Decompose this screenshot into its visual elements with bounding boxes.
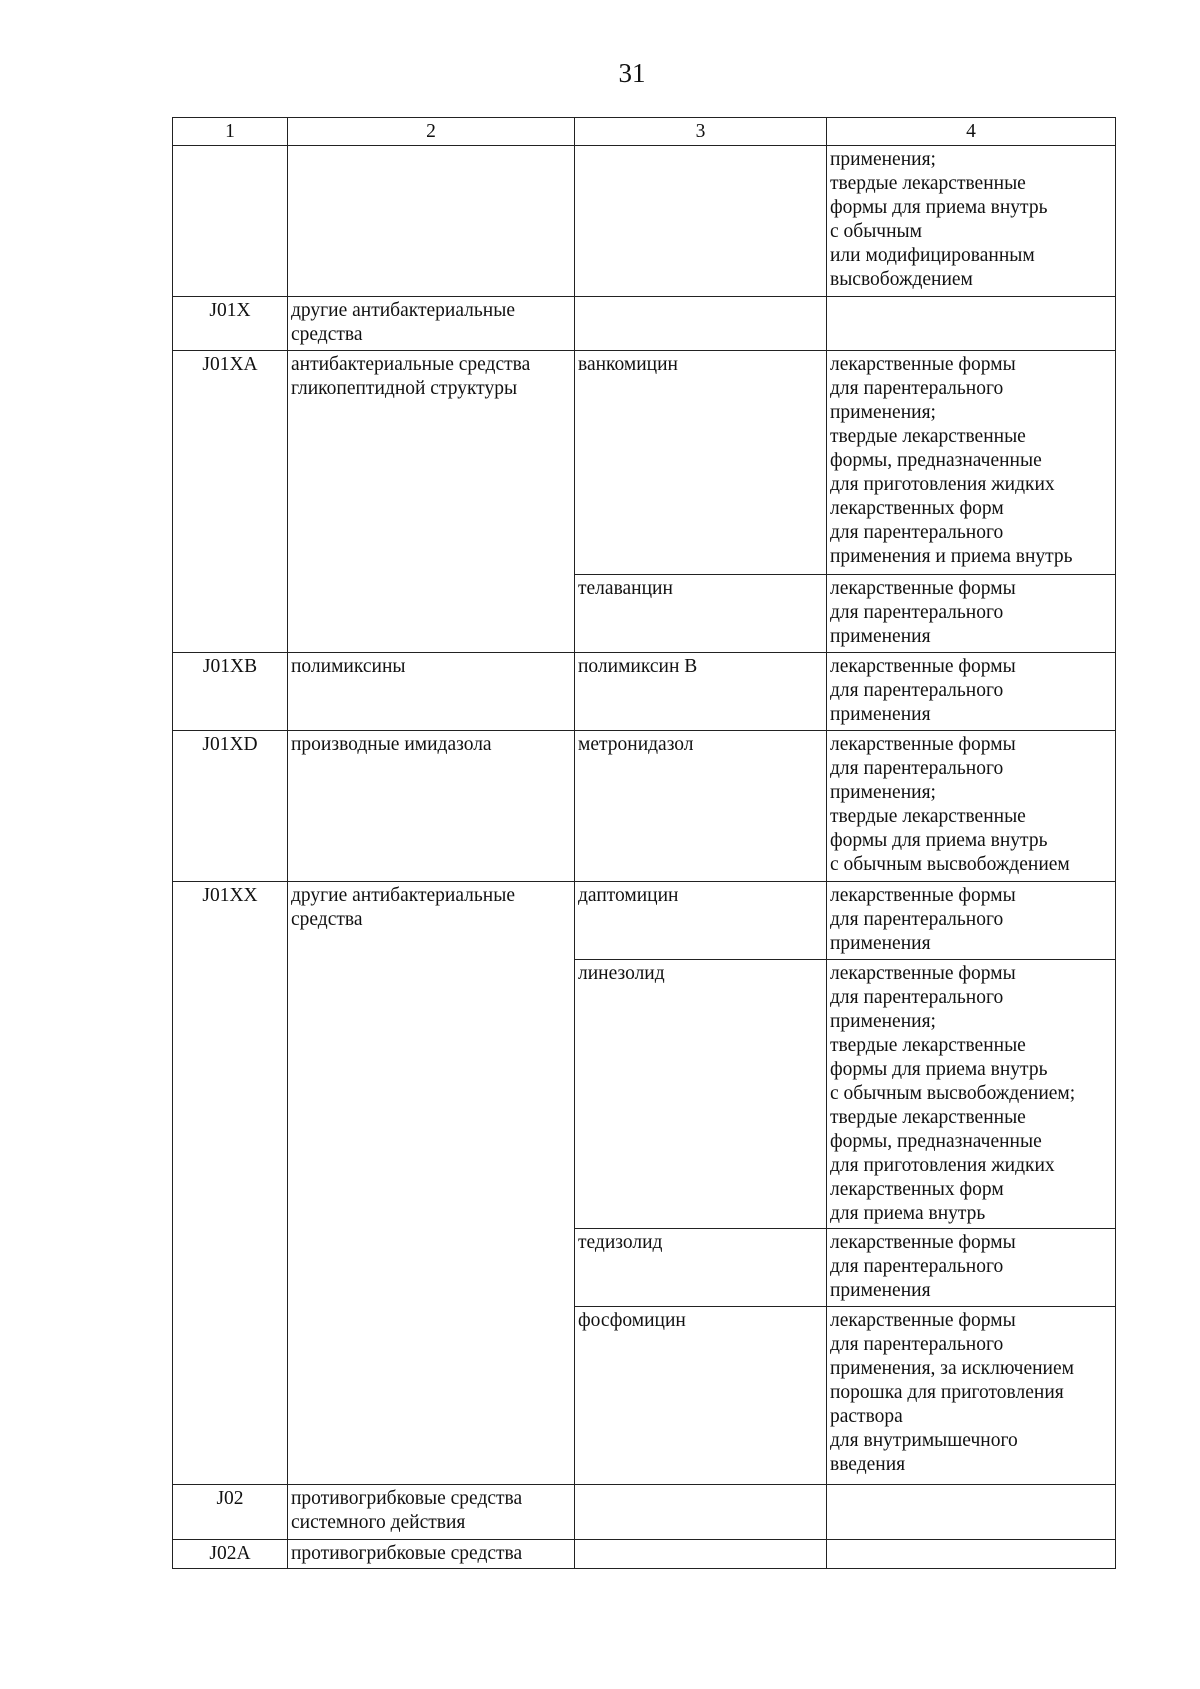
drug-cell: [575, 1485, 827, 1540]
table-row: [173, 297, 1116, 351]
table-row: [173, 1540, 1116, 1569]
drug-cell: [575, 146, 827, 297]
table-row: [173, 653, 1116, 731]
dosage-forms-cell: лекарственные формы для парентерального применения: [827, 1229, 1116, 1307]
drug-cell: ванкомицин: [575, 351, 827, 575]
group-cell: противогрибковые средства: [288, 1540, 575, 1569]
group-cell: [288, 146, 575, 297]
dosage-forms-cell: лекарственные формы для парентерального применения, за исключением порошка для приготовления раствора для внутримышечного введения: [827, 1307, 1116, 1485]
drug-cell: даптомицин: [575, 882, 827, 960]
drug-cell: [575, 1540, 827, 1569]
dosage-forms-cell: [827, 297, 1116, 351]
dosage-forms-cell: [827, 1485, 1116, 1540]
drug-cell: тедизолид: [575, 1229, 827, 1307]
atc-code-cell: J01X: [173, 297, 288, 351]
table-row: [173, 351, 1116, 575]
dosage-forms-cell: лекарственные формы для парентерального применения: [827, 882, 1116, 960]
table-row: [173, 882, 1116, 960]
atc-code-cell: J02: [173, 1485, 288, 1540]
group-cell: производные имидазола: [288, 731, 575, 882]
table-header-row: [173, 118, 1116, 146]
group-cell: полимиксины: [288, 653, 575, 731]
group-cell: антибактериальные средства гликопептидной структуры: [288, 351, 575, 653]
atc-code-cell: J01XX: [173, 882, 288, 1485]
drug-cell: [575, 297, 827, 351]
drug-cell: фосфомицин: [575, 1307, 827, 1485]
table-row: [173, 1485, 1116, 1540]
drug-cell: телаванцин: [575, 575, 827, 653]
dosage-forms-cell: лекарственные формы для парентерального применения; твердые лекарственные формы для приема внутрь с обычным высвобождением: [827, 731, 1116, 882]
dosage-forms-cell: лекарственные формы для парентерального применения; твердые лекарственные формы, предназначенные для приготовления жидких лекарственных форм для парентерального применения и приема внутрь: [827, 351, 1116, 575]
drug-cell: полимиксин В: [575, 653, 827, 731]
dosage-forms-cell: лекарственные формы для парентерального применения: [827, 575, 1116, 653]
dosage-forms-cell: применения; твердые лекарственные формы для приема внутрь с обычным или модифицированным высвобождением: [827, 146, 1116, 297]
atc-code-cell: J01XB: [173, 653, 288, 731]
dosage-forms-cell: лекарственные формы для парентерального применения: [827, 653, 1116, 731]
drug-table: [172, 117, 1116, 1569]
page-number: 31: [618, 58, 646, 88]
column-header: 3: [575, 118, 827, 146]
atc-code-cell: [173, 146, 288, 297]
atc-code-cell: J01XA: [173, 351, 288, 653]
atc-code-cell: J01XD: [173, 731, 288, 882]
table-row: [173, 146, 1116, 297]
column-header: 2: [288, 118, 575, 146]
group-cell: противогрибковые средства системного действия: [288, 1485, 575, 1540]
drug-cell: метронидазол: [575, 731, 827, 882]
table-row: [173, 731, 1116, 882]
column-header: 1: [173, 118, 288, 146]
atc-code-cell: J02A: [173, 1540, 288, 1569]
dosage-forms-cell: [827, 1540, 1116, 1569]
drug-cell: линезолид: [575, 960, 827, 1229]
group-cell: другие антибактериальные средства: [288, 297, 575, 351]
group-cell: другие антибактериальные средства: [288, 882, 575, 1485]
column-header: 4: [827, 118, 1116, 146]
dosage-forms-cell: лекарственные формы для парентерального применения; твердые лекарственные формы для приема внутрь с обычным высвобождением; твердые лекарственные формы, предназначенные для приготовления жидких лекарственных форм для приема внутрь: [827, 960, 1116, 1229]
